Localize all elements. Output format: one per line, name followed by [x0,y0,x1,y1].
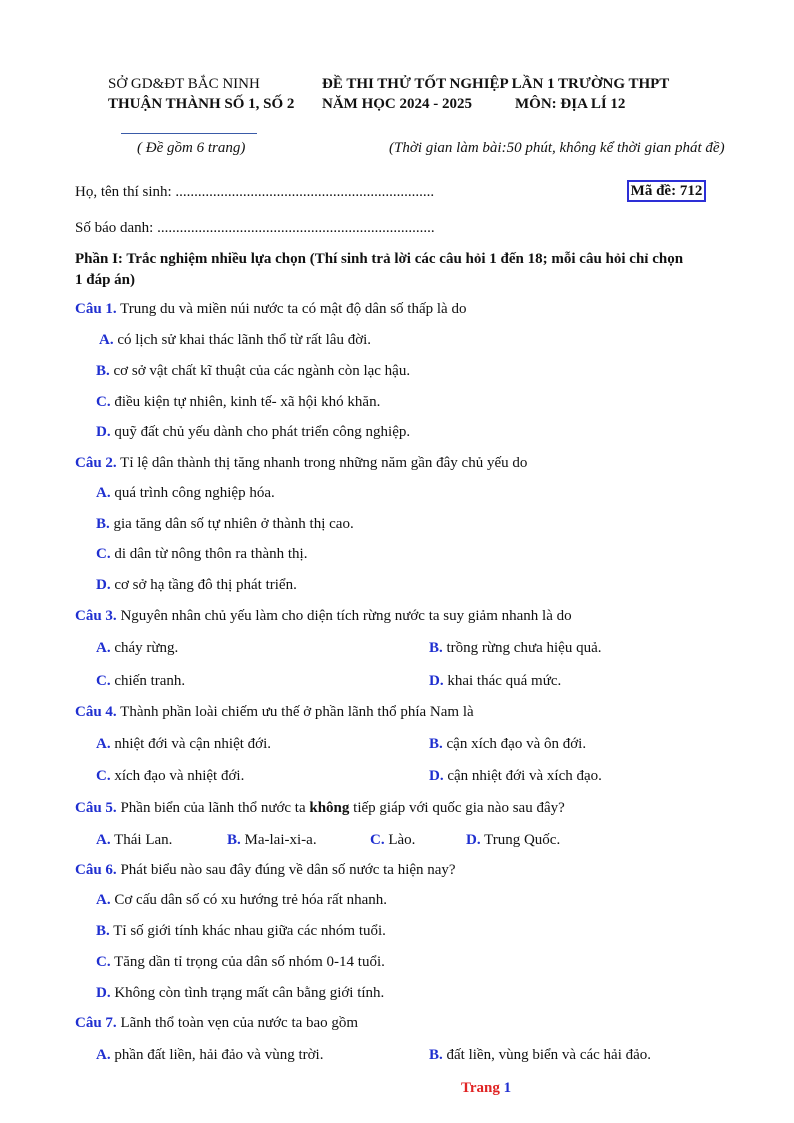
answer-option: A. phần đất liền, hải đảo và vùng trời. [96,1047,324,1063]
answer-option: D. Trung Quốc. [466,832,561,848]
answer-option: A. nhiệt đới và cận nhiệt đới. [96,736,272,752]
page-number: 1 [503,1080,512,1096]
department-name: SỞ GD&ĐT BẮC NINH [108,76,260,92]
question-text: Lãnh thổ toàn vẹn của nước ta bao gồm [120,1015,359,1031]
question-text: Trung du và miền núi nước ta có mật độ dân số thấp là do [120,301,467,317]
exam-title: ĐỀ THI THỬ TỐT NGHIỆP LẦN 1 TRƯỜNG THPT [322,76,670,92]
question-text: Nguyên nhân chủ yếu làm cho diện tích rừng nước ta suy giảm nhanh là do [120,608,572,624]
answer-option: A. cháy rừng. [96,640,179,656]
answer-option: B. Ma-lai-xi-a. [227,832,317,848]
answer-option: C. di dân từ nông thôn ra thành thị. [96,546,308,562]
question-text: Thành phần loài chiếm ưu thế ở phần lãnh thổ phía Nam là [120,704,474,720]
question-5 [75,800,565,817]
question-label: Câu 4. [75,704,117,720]
question-7 [75,1015,358,1032]
answer-option: B. cơ sở vật chất kĩ thuật của các ngành còn lạc hậu. [96,363,411,379]
time-note: (Thời gian làm bài:50 phút, không kể thời gian phát đề) [389,140,725,156]
question-4 [75,704,474,721]
question-label: Câu 3. [75,608,117,624]
answer-option: C. xích đạo và nhiệt đới. [96,768,245,784]
answer-option: A. Cơ cấu dân số có xu hướng trẻ hóa rất nhanh. [96,892,388,908]
page-footer [461,1080,511,1097]
answer-option: D. cận nhiệt đới và xích đạo. [429,768,602,784]
question-text: Phát biểu nào sau đây đúng về dân số nước ta hiện nay? [120,862,456,878]
answer-option: D. quỹ đất chủ yếu dành cho phát triển công nghiệp. [96,424,411,440]
answer-option: B. Tỉ số giới tính khác nhau giữa các nhóm tuổi. [96,923,386,939]
question-label: Câu 2. [75,455,117,471]
question-2 [75,455,527,472]
question-label: Câu 7. [75,1015,117,1031]
question-label: Câu 1. [75,301,117,317]
school-year: NĂM HỌC 2024 - 2025 [322,96,472,112]
question-label: Câu 5. [75,800,117,816]
question-text: Tỉ lệ dân thành thị tăng nhanh trong những năm gần đây chủ yếu do [120,455,528,471]
pages-note: ( Đề gồm 6 trang) [137,140,246,156]
answer-option: C. Tăng dần tỉ trọng của dân số nhóm 0-14 tuổi. [96,954,385,970]
answer-option: B. đất liền, vùng biển và các hải đảo. [429,1047,652,1063]
question-6 [75,862,456,879]
student-id-field: Số báo danh: .......................................................................... [75,220,435,236]
answer-option: D. khai thác quá mức. [429,673,562,689]
answer-option: C. Lào. [370,832,416,848]
answer-option: D. Không còn tình trạng mất cân bằng giới tính. [96,985,385,1001]
part1-title: Phần I: Trắc nghiệm nhiều lựa chọn (Thí sinh trả lời các câu hỏi 1 đến 18; mỗi câu hỏi chỉ chọn [75,251,684,267]
question-text-cont: tiếp giáp với quốc gia nào sau đây? [353,800,565,816]
school-name: THUẬN THÀNH SỐ 1, SỐ 2 [108,96,295,112]
question-text: Phần biển của lãnh thổ nước ta [120,800,306,816]
question-1 [75,301,466,318]
question-label: Câu 6. [75,862,117,878]
page-word: Trang [461,1080,500,1096]
header-divider [121,133,257,134]
answer-option: C. điều kiện tự nhiên, kinh tế- xã hội khó khăn. [96,394,381,410]
subject: MÔN: ĐỊA LÍ 12 [515,96,626,112]
question-3 [75,608,572,625]
answer-option: B. trồng rừng chưa hiệu quả. [429,640,602,656]
exam-code-badge: Mã đề: 712 [627,180,706,202]
answer-option: A. Thái Lan. [96,832,173,848]
student-name-field: Họ, tên thí sinh: ..................................................................... [75,184,435,200]
answer-option: C. chiến tranh. [96,673,186,689]
part1-title-cont: 1 đáp án) [75,272,136,288]
answer-option: D. cơ sở hạ tầng đô thị phát triển. [96,577,297,593]
answer-option: B. gia tăng dân số tự nhiên ở thành thị cao. [96,516,354,532]
answer-option: A. có lịch sử khai thác lãnh thổ từ rất lâu đời. [99,332,372,348]
question-emphasis: không [309,800,350,816]
answer-option: B. cận xích đạo và ôn đới. [429,736,587,752]
answer-option: A. quá trình công nghiệp hóa. [96,485,275,501]
